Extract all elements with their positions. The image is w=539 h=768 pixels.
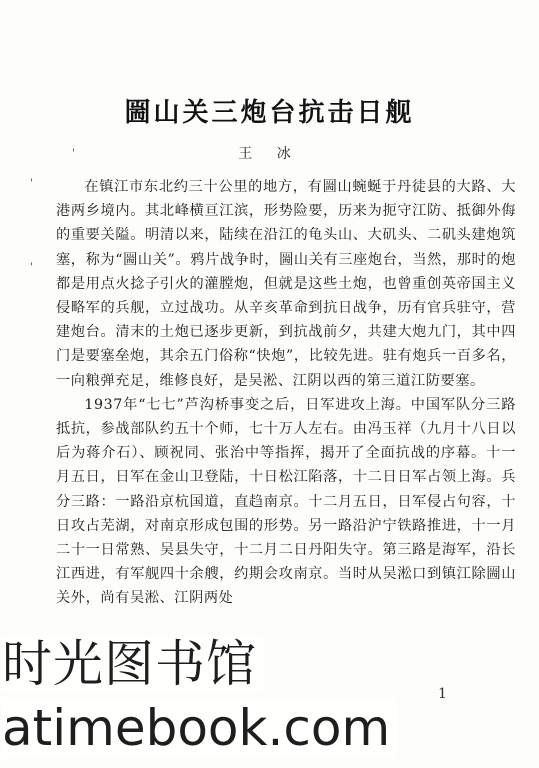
paragraph-2: 1937年“七七”芦沟桥事变之后，日军进攻上海。中国军队分三路抵抗，参战部队约五十个师，七十万人左右。由冯玉祥（九月十八日以后为蒋介石）、顾祝同、张治中等指挥，揭开了全面抗战的序幕。十一月五日，日军在金山卫登陆，十日松江陷落，十二日日军占领上海。兵分三路：一路沿京杭国道，直趋南京。十二月五日，日军侵占句容，十日攻占芜湖，对南京形成包围的形势。另一路沿沪宁铁路推进，十一月二十一日常熟、吴县失守，十二月二日丹阳失守。第三路是海军，沿长江西进，有军舰四十余艘，约期会攻南京。当时从吴淞口到镇江除圌山关外，尚有吴淞、江阴两处 — [56, 396, 516, 607]
article-author: 王 冰 — [238, 146, 301, 162]
page-number: 1 — [438, 686, 447, 702]
margin-mark: ' — [72, 148, 75, 159]
watermark-chinese-text: 时光图书馆 — [2, 636, 263, 692]
article-title: 圌山关三炮台抗击日舰 — [124, 98, 415, 128]
margin-mark: ' — [30, 178, 33, 189]
article-body — [56, 175, 516, 611]
site-watermark — [0, 636, 539, 768]
margin-mark: ' — [30, 262, 33, 273]
watermark-url-text: atimebook.com — [2, 698, 396, 758]
paragraph-1: 在镇江市东北约三十公里的地方，有圌山蜿蜒于丹徒县的大路、大港两乡境内。其北峰横亘江滨，形势险要，历来为扼守江防、抵御外侮的重要关隘。明清以来，陆续在沿江的龟头山、大矶头、二矶头建炮筑塞，称为“圌山关”。鸦片战争时，圌山关有三座炮台，当然，那时的炮都是用点火捻子引火的灌膛炮，但就是这些土炮，也曾重创英帝国主义侵略军的兵舰，立过战功。从辛亥革命到抗日战争，历有官兵驻守，营建炮台。清末的土炮已逐步更新，到抗战前夕，共建大炮九门，其中四门是要塞垒炮，其余五门俗称“快炮”，比较先进。驻有炮兵一百多名，一向粮弹充足，维修良好，是吴淞、江阴以西的第三道江防要塞。 — [56, 179, 516, 389]
